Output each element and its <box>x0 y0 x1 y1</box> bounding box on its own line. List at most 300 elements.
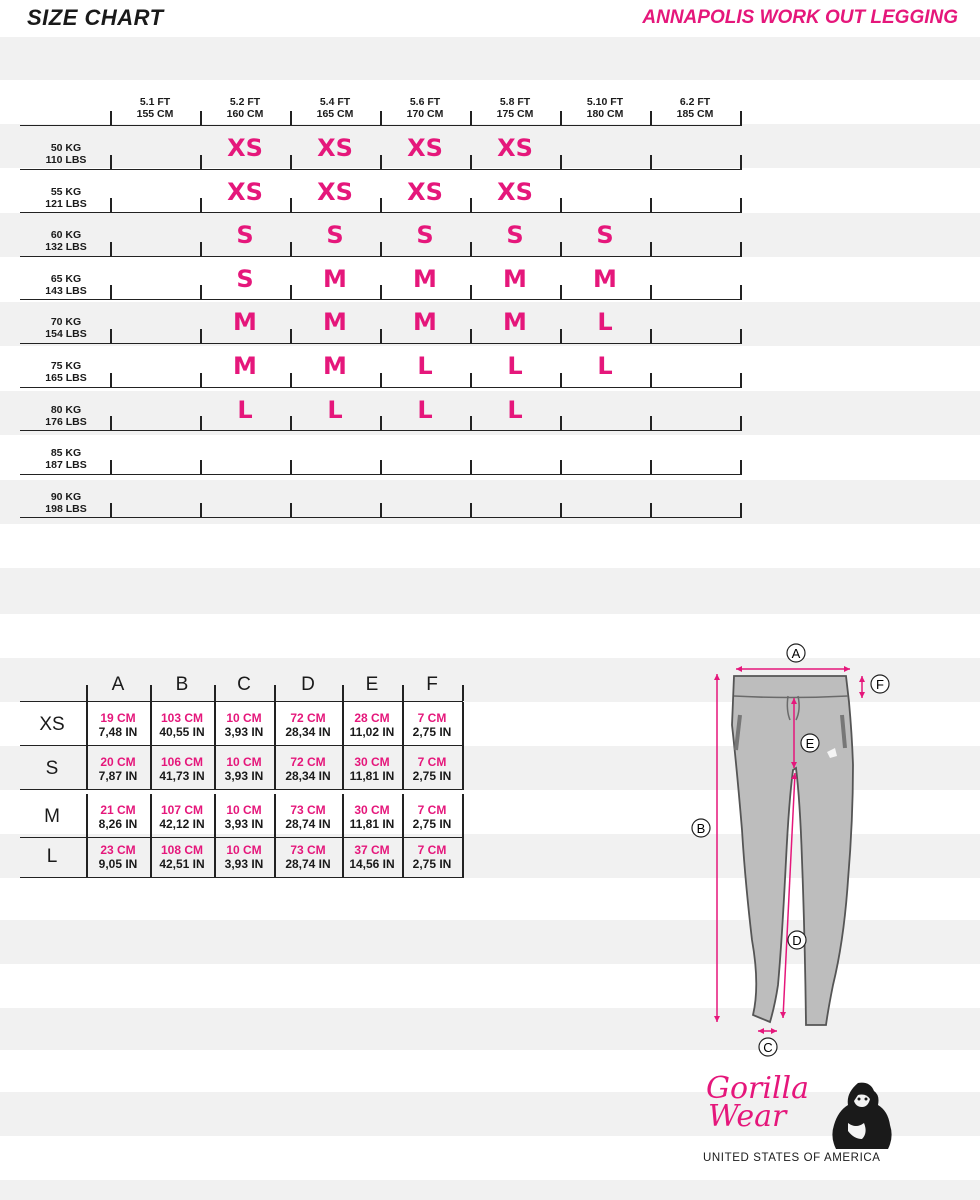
measure-cell <box>274 803 342 831</box>
weight-row <box>20 126 742 170</box>
legging-illustration <box>690 640 910 1060</box>
column-divider <box>380 285 382 299</box>
measure-cm: 30 CM <box>354 755 390 769</box>
measure-cm: 7 CM <box>417 755 447 769</box>
height-column-header <box>200 96 290 120</box>
column-divider <box>274 746 276 790</box>
size-cell: M <box>593 264 617 293</box>
measure-cell <box>342 711 402 739</box>
size-label: L <box>46 846 58 867</box>
column-divider <box>402 834 404 878</box>
column-divider <box>650 416 652 430</box>
measure-in: 3,93 IN <box>224 817 264 831</box>
measure-cm: 10 CM <box>226 755 262 769</box>
measure-in: 14,56 IN <box>349 857 395 871</box>
size-cell: S <box>326 221 344 250</box>
size-cell: M <box>413 308 437 337</box>
column-divider <box>110 329 112 343</box>
column-divider <box>290 416 292 430</box>
page-title: SIZE CHART <box>27 5 164 30</box>
column-divider <box>740 460 742 474</box>
column-divider <box>200 416 202 430</box>
column-divider <box>650 155 652 169</box>
logo-tagline: UNITED STATES OF AMERICA <box>703 1152 881 1164</box>
column-divider <box>342 746 344 790</box>
column-divider <box>274 794 276 838</box>
measure-cell <box>150 755 214 783</box>
size-row <box>20 794 463 838</box>
size-cell: M <box>233 351 257 380</box>
measure-cell <box>86 803 150 831</box>
weight-kg: 70 KG <box>50 316 82 329</box>
measure-cell <box>150 843 214 871</box>
size-row <box>20 834 463 878</box>
size-cell: S <box>236 221 254 250</box>
size-cell: M <box>233 308 257 337</box>
measure-cm: 7 CM <box>417 711 447 725</box>
brand-logo <box>700 1071 900 1170</box>
column-divider <box>110 155 112 169</box>
gorilla-icon <box>828 1079 896 1151</box>
weight-label <box>26 404 106 428</box>
column-divider <box>560 242 562 256</box>
measure-cm: 10 CM <box>226 803 262 817</box>
measure-cell <box>274 711 342 739</box>
column-divider <box>290 155 292 169</box>
column-divider <box>380 416 382 430</box>
column-divider <box>86 746 88 790</box>
weight-label <box>26 229 106 253</box>
column-divider <box>470 503 472 517</box>
label-b: B <box>696 821 706 836</box>
measure-cm: 28 CM <box>354 711 390 725</box>
weight-lbs: 143 LBS <box>45 284 87 297</box>
measure-in: 28,74 IN <box>285 857 331 871</box>
column-divider <box>274 834 276 878</box>
column-divider <box>470 285 472 299</box>
size-cell: L <box>507 351 523 380</box>
height-ft: 5.2 FT <box>229 96 261 108</box>
size-cell: L <box>237 395 253 424</box>
column-divider <box>290 285 292 299</box>
column-divider <box>200 373 202 387</box>
height-ft: 5.4 FT <box>319 96 351 108</box>
measure-cell <box>402 755 462 783</box>
column-divider <box>200 111 202 125</box>
column-divider <box>110 285 112 299</box>
measure-in: 40,55 IN <box>159 725 205 739</box>
measure-cm: 10 CM <box>226 711 262 725</box>
column-divider <box>110 198 112 212</box>
measure-cell <box>214 755 274 783</box>
measure-cm: 23 CM <box>100 843 136 857</box>
height-cm: 185 CM <box>676 108 714 120</box>
column-divider <box>290 111 292 125</box>
column-divider <box>110 416 112 430</box>
measure-in: 3,93 IN <box>224 725 264 739</box>
measure-cm: 103 CM <box>160 711 204 725</box>
column-divider <box>200 155 202 169</box>
weight-kg: 85 KG <box>50 447 82 460</box>
size-label: XS <box>39 714 65 735</box>
logo-line1: Gorilla <box>706 1071 810 1106</box>
measure-column-header: D <box>301 674 315 695</box>
column-divider <box>560 111 562 125</box>
measure-cell <box>86 755 150 783</box>
column-divider <box>150 746 152 790</box>
size-cell: M <box>413 264 437 293</box>
column-divider <box>740 285 742 299</box>
height-ft: 5.8 FT <box>499 96 531 108</box>
height-column-header <box>470 96 560 120</box>
weight-label <box>26 447 106 471</box>
size-cell: L <box>417 395 433 424</box>
column-divider <box>560 198 562 212</box>
weight-lbs: 187 LBS <box>45 459 87 472</box>
measure-cm: 106 CM <box>160 755 204 769</box>
column-divider <box>650 242 652 256</box>
column-divider <box>342 834 344 878</box>
height-cm: 180 CM <box>586 108 624 120</box>
measure-in: 2,75 IN <box>412 817 452 831</box>
measure-in: 28,34 IN <box>285 725 331 739</box>
column-divider <box>214 685 216 701</box>
column-divider <box>380 373 382 387</box>
column-divider <box>86 794 88 838</box>
height-column-header <box>110 96 200 120</box>
column-divider <box>274 702 276 746</box>
height-column-header <box>560 96 650 120</box>
measure-cell <box>342 843 402 871</box>
measure-cm: 30 CM <box>354 803 390 817</box>
column-divider <box>650 329 652 343</box>
height-ft: 5.1 FT <box>139 96 171 108</box>
column-divider <box>380 329 382 343</box>
column-divider <box>560 373 562 387</box>
measure-in: 8,26 IN <box>98 817 138 831</box>
measure-cm: 107 CM <box>160 803 204 817</box>
measurement-chart-body <box>20 702 463 892</box>
label-e: E <box>805 736 815 751</box>
measure-cm: 7 CM <box>417 803 447 817</box>
column-divider <box>214 746 216 790</box>
weight-kg: 60 KG <box>50 229 82 242</box>
column-divider <box>380 460 382 474</box>
size-cell: XS <box>407 177 443 206</box>
column-divider <box>86 685 88 701</box>
column-divider <box>380 503 382 517</box>
size-cell: S <box>506 221 524 250</box>
measure-cm: 72 CM <box>290 755 326 769</box>
weight-kg: 90 KG <box>50 490 82 503</box>
size-label: M <box>44 806 60 827</box>
column-divider <box>470 329 472 343</box>
size-cell: L <box>327 395 343 424</box>
measure-in: 28,74 IN <box>285 817 331 831</box>
measure-in: 28,34 IN <box>285 769 331 783</box>
size-row <box>20 702 463 746</box>
size-cell: XS <box>497 177 533 206</box>
column-divider <box>740 373 742 387</box>
height-weight-chart <box>20 80 742 518</box>
weight-row <box>20 344 742 388</box>
weight-label <box>26 142 106 166</box>
measure-in: 7,87 IN <box>98 769 138 783</box>
column-divider <box>402 685 404 701</box>
height-cm: 165 CM <box>316 108 354 120</box>
weight-lbs: 176 LBS <box>45 415 87 428</box>
column-divider <box>462 746 464 790</box>
product-title: ANNAPOLIS WORK OUT LEGGING <box>642 7 958 28</box>
column-divider <box>470 460 472 474</box>
size-cell: XS <box>227 134 263 162</box>
weight-label <box>26 491 106 515</box>
measure-in: 7,48 IN <box>98 725 138 739</box>
height-column-header <box>290 96 380 120</box>
size-cell: M <box>503 308 527 337</box>
column-divider <box>342 702 344 746</box>
size-cell: L <box>597 308 613 337</box>
column-divider <box>650 198 652 212</box>
measure-in: 11,81 IN <box>349 817 395 831</box>
measure-cell <box>402 803 462 831</box>
measure-column-header: E <box>365 674 379 695</box>
weight-row <box>20 475 742 519</box>
column-divider <box>150 834 152 878</box>
column-divider <box>150 794 152 838</box>
size-cell: M <box>323 351 347 380</box>
weight-lbs: 198 LBS <box>45 502 87 515</box>
column-divider <box>200 285 202 299</box>
legging-shape <box>732 676 853 1025</box>
column-divider <box>380 198 382 212</box>
weight-row <box>20 257 742 301</box>
column-divider <box>470 416 472 430</box>
column-divider <box>110 111 112 125</box>
measure-cell <box>274 843 342 871</box>
column-divider <box>462 834 464 878</box>
label-c: C <box>763 1040 773 1055</box>
column-divider <box>560 285 562 299</box>
weight-lbs: 110 LBS <box>45 154 87 166</box>
column-divider <box>462 794 464 838</box>
size-cell: M <box>323 308 347 337</box>
column-divider <box>150 702 152 746</box>
measure-cell <box>214 711 274 739</box>
measure-cm: 108 CM <box>160 843 204 857</box>
height-ft: 6.2 FT <box>679 96 711 108</box>
size-cell: L <box>507 395 523 424</box>
column-divider <box>214 794 216 838</box>
height-column-header <box>380 96 470 120</box>
label-d: D <box>792 933 802 948</box>
column-divider <box>342 685 344 701</box>
size-cell: S <box>416 221 434 250</box>
column-divider <box>214 834 216 878</box>
measure-cm: 19 CM <box>100 711 136 725</box>
weight-lbs: 132 LBS <box>45 241 87 254</box>
column-divider <box>290 198 292 212</box>
column-divider <box>214 702 216 746</box>
weight-row <box>20 170 742 214</box>
column-divider <box>200 329 202 343</box>
column-divider <box>462 702 464 746</box>
measure-in: 3,93 IN <box>224 769 264 783</box>
logo-script <box>706 1071 810 1134</box>
measure-in: 3,93 IN <box>224 857 264 871</box>
label-a: A <box>791 646 801 661</box>
measure-in: 11,81 IN <box>349 769 395 783</box>
column-divider <box>290 460 292 474</box>
column-divider <box>402 746 404 790</box>
size-row <box>20 746 463 790</box>
column-divider <box>402 794 404 838</box>
weight-kg: 50 KG <box>50 142 82 154</box>
column-divider <box>290 242 292 256</box>
column-divider <box>740 155 742 169</box>
height-cm: 170 CM <box>406 108 444 120</box>
column-divider <box>290 373 292 387</box>
column-divider <box>380 111 382 125</box>
column-divider <box>200 460 202 474</box>
height-ft: 5.10 FT <box>586 96 624 108</box>
column-divider <box>274 685 276 701</box>
size-label: S <box>45 758 59 779</box>
measure-in: 42,12 IN <box>159 817 205 831</box>
weight-label <box>26 186 106 210</box>
measure-cell <box>402 711 462 739</box>
column-divider <box>650 460 652 474</box>
measure-in: 11,02 IN <box>349 725 395 739</box>
column-divider <box>110 242 112 256</box>
label-f: F <box>876 677 884 692</box>
measure-in: 9,05 IN <box>98 857 138 871</box>
size-cell: XS <box>317 177 353 206</box>
height-column-header <box>650 96 740 120</box>
measure-column-header: A <box>111 674 125 695</box>
column-divider <box>200 242 202 256</box>
measure-cm: 73 CM <box>290 843 326 857</box>
column-divider <box>462 685 464 701</box>
weight-kg: 80 KG <box>50 403 82 416</box>
measure-cm: 73 CM <box>290 803 326 817</box>
measure-cm: 72 CM <box>290 711 326 725</box>
size-cell: XS <box>407 134 443 162</box>
weight-lbs: 154 LBS <box>45 328 87 341</box>
height-chart-header <box>20 80 742 126</box>
column-divider <box>740 503 742 517</box>
measure-in: 2,75 IN <box>412 725 452 739</box>
column-divider <box>110 460 112 474</box>
size-cell: L <box>597 351 613 380</box>
column-divider <box>560 416 562 430</box>
logo-line2: Wear <box>708 1099 787 1134</box>
height-ft: 5.6 FT <box>409 96 441 108</box>
height-cm: 175 CM <box>496 108 534 120</box>
measure-cm: 37 CM <box>354 843 390 857</box>
column-divider <box>740 329 742 343</box>
size-cell: M <box>503 264 527 293</box>
column-divider <box>650 111 652 125</box>
measure-cell <box>402 843 462 871</box>
column-divider <box>150 685 152 701</box>
column-divider <box>342 794 344 838</box>
weight-lbs: 165 LBS <box>45 371 87 384</box>
weight-kg: 75 KG <box>50 359 82 372</box>
height-chart-body <box>20 126 742 518</box>
column-divider <box>402 702 404 746</box>
column-divider <box>470 111 472 125</box>
measurement-chart-header <box>20 672 463 702</box>
weight-kg: 55 KG <box>50 185 82 198</box>
weight-kg: 65 KG <box>50 272 82 285</box>
size-cell: L <box>417 351 433 380</box>
measure-cell <box>86 843 150 871</box>
measurement-chart <box>20 672 463 892</box>
column-divider <box>650 373 652 387</box>
measure-cell <box>150 711 214 739</box>
column-divider <box>470 155 472 169</box>
column-divider <box>200 503 202 517</box>
measure-cell <box>214 843 274 871</box>
column-divider <box>560 460 562 474</box>
weight-label <box>26 273 106 297</box>
column-divider <box>86 702 88 746</box>
column-divider <box>650 503 652 517</box>
column-divider <box>470 242 472 256</box>
measure-in: 42,51 IN <box>159 857 205 871</box>
measure-cell <box>274 755 342 783</box>
column-divider <box>560 155 562 169</box>
column-divider <box>740 242 742 256</box>
measure-cell <box>342 803 402 831</box>
measure-in: 2,75 IN <box>412 857 452 871</box>
column-divider <box>200 198 202 212</box>
column-divider <box>470 198 472 212</box>
height-cm: 155 CM <box>136 108 174 120</box>
size-cell: XS <box>497 134 533 162</box>
weight-label <box>26 360 106 384</box>
column-divider <box>110 503 112 517</box>
size-cell: S <box>596 221 614 250</box>
measure-cell <box>342 755 402 783</box>
measure-column-header: F <box>426 674 438 695</box>
height-cm: 160 CM <box>226 108 264 120</box>
measure-cell <box>86 711 150 739</box>
size-cell: S <box>236 264 254 293</box>
column-divider <box>740 111 742 125</box>
measure-cm: 10 CM <box>226 843 262 857</box>
column-divider <box>560 503 562 517</box>
column-divider <box>560 329 562 343</box>
column-divider <box>650 285 652 299</box>
column-divider <box>290 329 292 343</box>
weight-label <box>26 316 106 340</box>
measure-cm: 20 CM <box>100 755 136 769</box>
weight-row <box>20 431 742 475</box>
size-cell: XS <box>227 177 263 206</box>
column-divider <box>470 373 472 387</box>
measure-cm: 21 CM <box>100 803 136 817</box>
column-divider <box>110 373 112 387</box>
column-divider <box>740 198 742 212</box>
measure-in: 2,75 IN <box>412 769 452 783</box>
measure-column-header: B <box>175 674 189 695</box>
weight-lbs: 121 LBS <box>45 197 87 210</box>
column-divider <box>86 834 88 878</box>
weight-row <box>20 300 742 344</box>
column-divider <box>740 416 742 430</box>
